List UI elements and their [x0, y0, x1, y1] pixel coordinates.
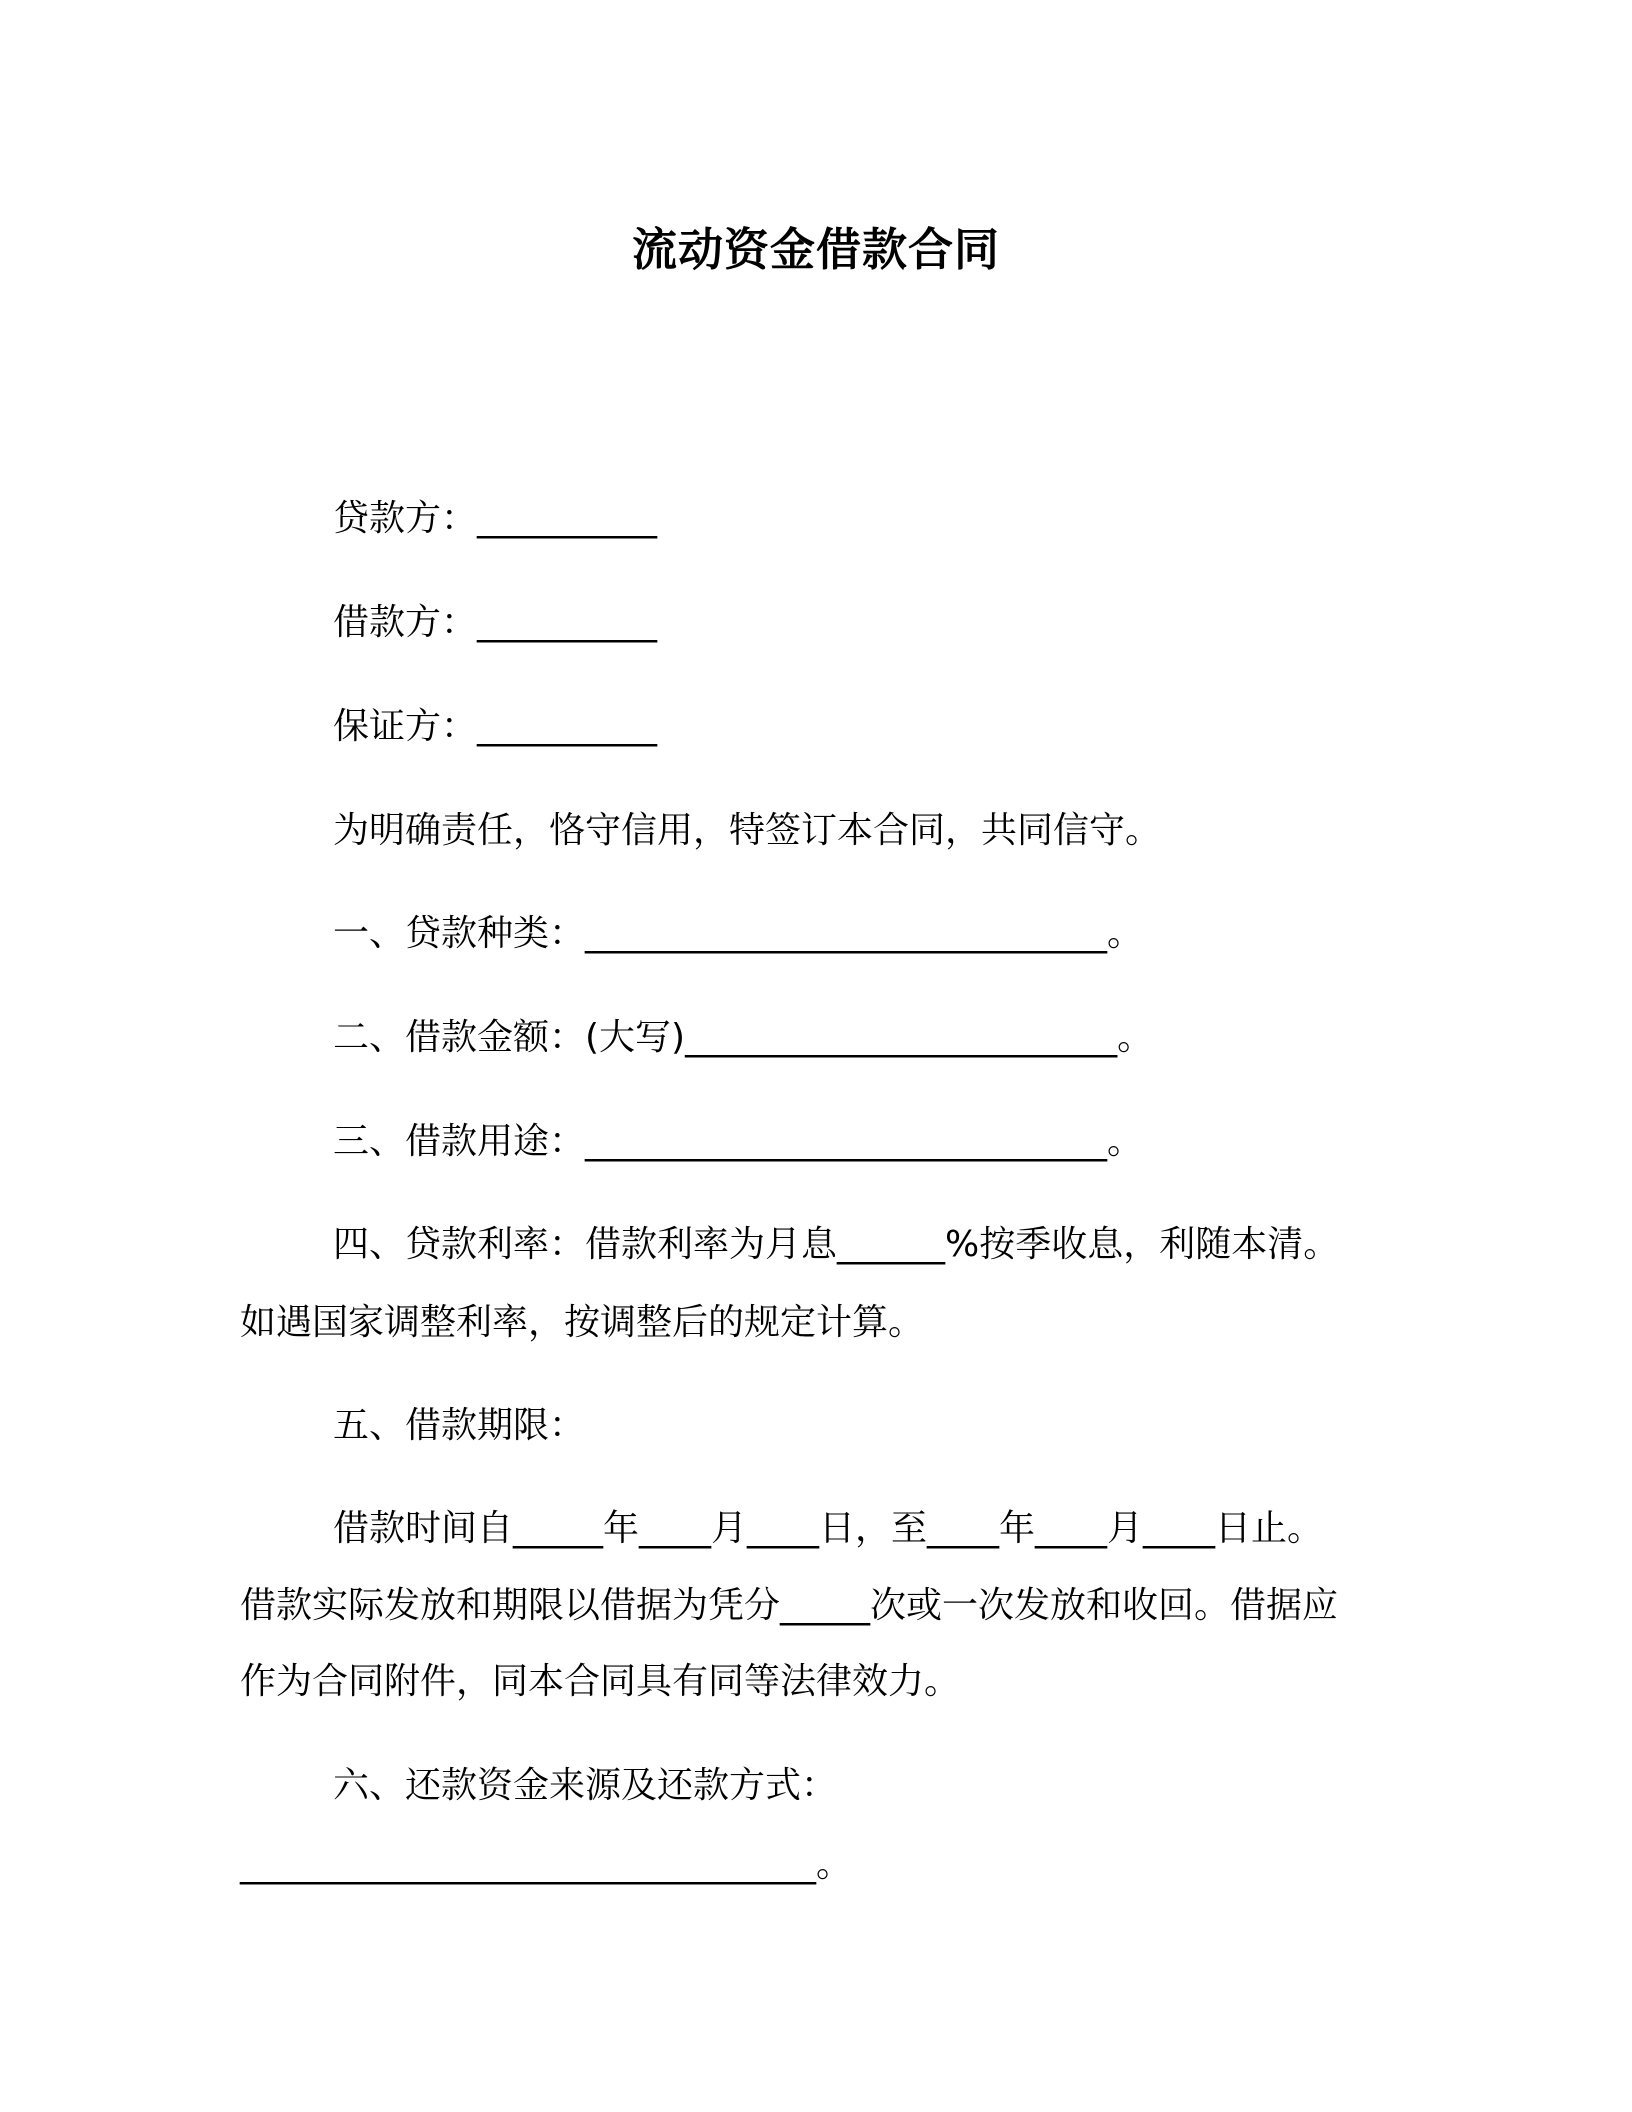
clause-5-disbursement: 借款实际发放和期限以借据为凭分_____次或一次发放和收回。借据应 [240, 1585, 1339, 1626]
borrower-line: 借款方：__________ [333, 602, 658, 643]
clause-5-term-dates: 借款时间自_____年____月____日，至____年____月____日止。 [333, 1508, 1324, 1549]
clause-5-loan-term: 五、借款期限： [333, 1405, 586, 1446]
preamble-line: 为明确责任，恪守信用，特签订本合同，共同信守。 [333, 810, 1162, 851]
guarantor-line: 保证方：__________ [333, 706, 658, 747]
clause-4-continuation: 如遇国家调整利率，按调整后的规定计算。 [240, 1302, 925, 1343]
clause-3-loan-purpose: 三、借款用途：_____________________________。 [333, 1121, 1144, 1162]
clause-2-loan-amount: 二、借款金额：(大写)________________________。 [333, 1017, 1154, 1058]
lender-line: 贷款方：__________ [333, 498, 658, 539]
clause-5-continuation: 作为合同附件，同本合同具有同等法律效力。 [240, 1661, 961, 1702]
clause-6-blank: ________________________________。 [240, 1844, 852, 1885]
document-title: 流动资金借款合同 [631, 223, 1000, 276]
clause-4-interest-rate: 四、贷款利率：借款利率为月息______%按季收息，利随本清。 [333, 1224, 1340, 1265]
clause-1-loan-type: 一、贷款种类：_____________________________。 [333, 913, 1144, 954]
clause-6-repayment: 六、还款资金来源及还款方式： [333, 1765, 838, 1806]
